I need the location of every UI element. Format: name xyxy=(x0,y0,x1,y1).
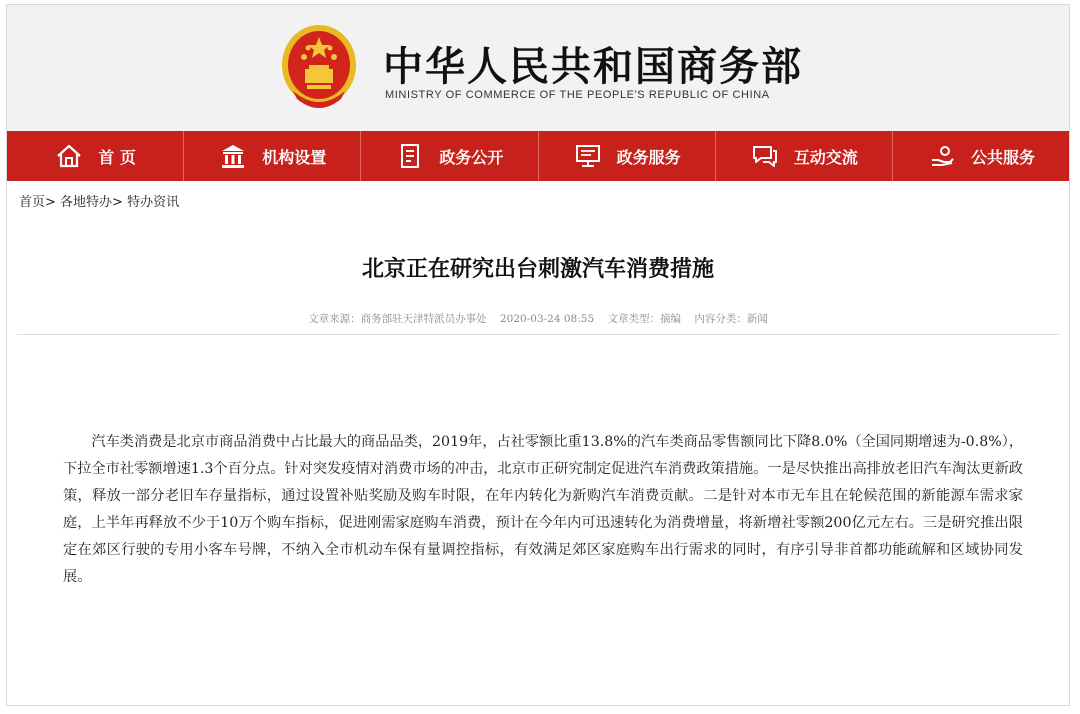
main-nav xyxy=(7,131,1069,181)
service-hand-icon xyxy=(927,141,957,171)
nav-item-interaction[interactable] xyxy=(716,131,893,181)
article-title: 北京正在研究出台刺激汽车消费措施 xyxy=(361,256,714,282)
breadcrumb-level2-link[interactable]: 特办资讯 xyxy=(127,195,180,210)
nav-item-label: 政务公开 xyxy=(439,147,504,167)
article-source: 文章来源：商务部驻天津特派员办事处 xyxy=(308,313,487,325)
nav-item-home[interactable] xyxy=(7,131,184,181)
breadcrumb-home-link[interactable]: 首页> xyxy=(19,195,56,210)
chat-icon xyxy=(750,141,780,171)
article-body: 汽车类消费是北京市商品消费中占比最大的商品品类，2019年，占社零额比重13.8%的汽车类商品零售额同比下降8.0%（全国同期增速为-0.8%），下拉全市社零额增速1.3个百分点。针对突发疫情对消费市场的冲击，北京市正研究制定促进汽车消费政策措施。一是尽快推出高排放老旧汽车淘汰更新政策，释放一部分老旧车存量指标，通过设置补贴奖励及购车时限，在年内转化为新购汽车消费贡献。二是针对本市无车且在轮候范围的新能源车需求家庭，上半年再释放不少于10万个购车指标，促进刚需家庭购车消费，预计在今年内可迅速转化为消费增量，将新增社零额200亿元左右。三是研究推出限定在郊区行驶的专用小客车号牌，不纳入全市机动车保有量调控指标，有效满足郊区家庭购车出行需求的同时，有序引导非首都功能疏解和区域协同发展。 xyxy=(63,434,1023,585)
breadcrumb xyxy=(19,191,179,210)
nav-item-label: 互动交流 xyxy=(793,147,858,167)
site-title: 中华人民共和国商务部 xyxy=(383,44,803,90)
nav-item-label: 首 页 xyxy=(98,147,136,167)
nav-item-organization[interactable] xyxy=(184,131,361,181)
page-frame xyxy=(6,4,1070,706)
document-icon xyxy=(395,141,425,171)
breadcrumb-level1-link[interactable]: 各地特办> xyxy=(60,195,123,210)
nav-item-services[interactable] xyxy=(539,131,716,181)
site-subtitle: MINISTRY OF COMMERCE OF THE PEOPLE'S REPUBLIC OF CHINA xyxy=(385,89,770,101)
site-header xyxy=(7,5,1069,131)
nav-item-label: 政务服务 xyxy=(616,147,681,167)
article-meta xyxy=(7,311,1069,326)
home-icon xyxy=(54,141,84,171)
article-date: 2020-03-24 08:55 xyxy=(500,313,595,325)
national-emblem-icon[interactable] xyxy=(279,21,359,111)
nav-item-label: 公共服务 xyxy=(970,147,1035,167)
nav-item-government-affairs[interactable] xyxy=(361,131,538,181)
nav-item-public-services[interactable] xyxy=(893,131,1069,181)
building-icon xyxy=(218,141,248,171)
divider xyxy=(17,334,1059,335)
article-category: 内容分类：新闻 xyxy=(694,313,768,325)
monitor-icon xyxy=(573,141,603,171)
article-type: 文章类型：摘编 xyxy=(607,313,681,325)
nav-item-label: 机构设置 xyxy=(262,147,327,167)
